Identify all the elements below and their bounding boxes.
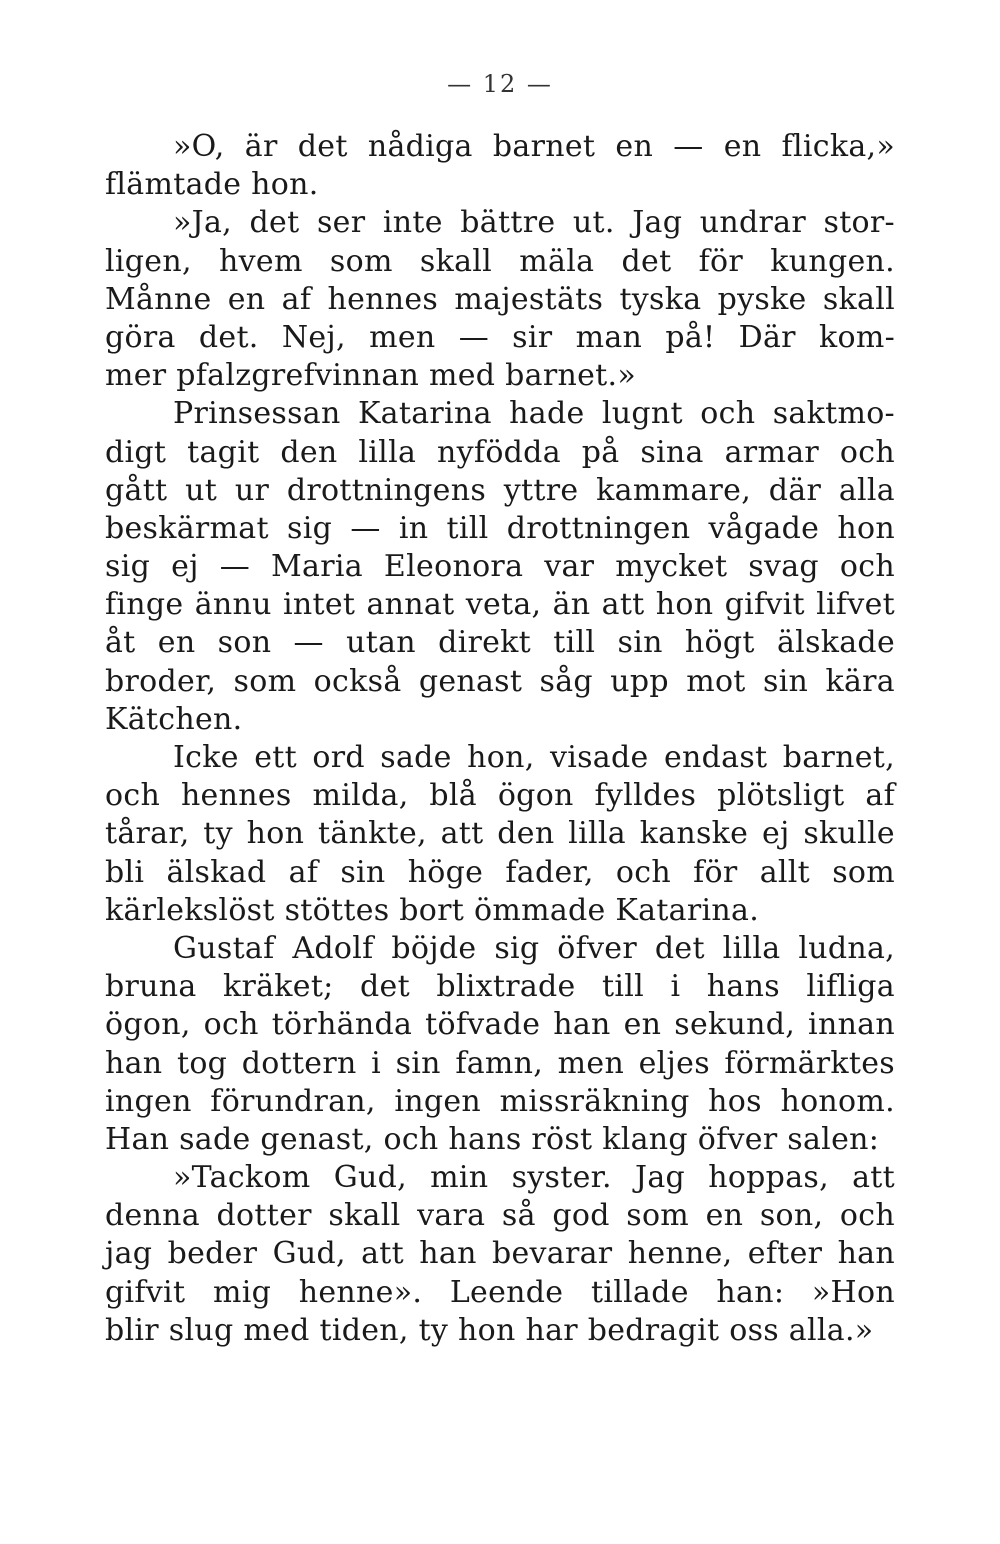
text-line: bli älskad af sin höge fader, och för allt som xyxy=(105,854,895,890)
text-line: ingen förundran, ingen missräkning hos honom. xyxy=(105,1083,895,1119)
text-line: Icke ett ord sade hon, visade endast barnet, xyxy=(173,740,895,775)
text-line: flämtade hon. xyxy=(105,167,319,203)
text-line: denna dotter skall vara så god som en son, och xyxy=(105,1198,895,1234)
text-line: bruna kräket; det blixtrade till i hans lifliga xyxy=(105,969,895,1005)
text-line: ligen, hvem som skall mäla det för kungen. xyxy=(105,243,895,279)
text-line: beskärmat sig — in till drottningen vågade hon xyxy=(105,510,895,546)
text-line: och hennes milda, blå ögon fylldes plötsligt af xyxy=(105,778,895,814)
body-text xyxy=(105,128,895,1350)
text-line: Han sade genast, och hans röst klang öfver salen: xyxy=(105,1121,880,1157)
text-line: tårar, ty hon tänkte, att den lilla kanske ej skulle xyxy=(105,816,895,852)
text-line: gifvit mig henne». Leende tillade han: »Hon xyxy=(105,1274,895,1310)
text-line: digt tagit den lilla nyfödda på sina armar och xyxy=(105,434,895,470)
text-line: broder, som också genast såg upp mot sin kära xyxy=(105,663,895,699)
text-line: ögon, och törhända töfvade han en sekund, innan xyxy=(105,1007,895,1043)
text-line: kärlekslöst stöttes bort ömmade Katarina. xyxy=(105,892,760,928)
text-line: han tog dottern i sin famn, men eljes förmärktes xyxy=(105,1045,895,1081)
text-line: göra det. Nej, men — sir man på! Där kom- xyxy=(105,319,895,355)
text-line: åt en son — utan direkt till sin högt älskade xyxy=(105,625,895,661)
text-line: Gustaf Adolf böjde sig öfver det lilla ludna, xyxy=(173,930,895,966)
text-line: »O, är det nådiga barnet en — en flicka,» xyxy=(173,129,895,164)
text-line: finge ännu intet annat veta, än att hon gifvit lifvet xyxy=(105,587,895,623)
page-number: — 12 — xyxy=(447,70,553,98)
text-line: Prinsessan Katarina hade lugnt och saktmo- xyxy=(173,396,895,432)
text-line: Månne en af hennes majestäts tyska pyske skall xyxy=(105,281,895,317)
text-line: »Ja, det ser inte bättre ut. Jag undrar stor- xyxy=(173,205,895,241)
text-line: gått ut ur drottningens yttre kammare, där alla xyxy=(105,472,895,508)
text-line: sig ej — Maria Eleonora var mycket svag och xyxy=(105,549,895,585)
text-line: jag beder Gud, att han bevarar henne, efter han xyxy=(105,1236,895,1272)
text-line: »Tackom Gud, min syster. Jag hoppas, att xyxy=(173,1160,895,1196)
text-line: blir slug med tiden, ty hon har bedragit oss alla.» xyxy=(105,1312,874,1348)
text-line: mer pfalzgrefvinnan med barnet.» xyxy=(105,358,636,394)
text-line: Kätchen. xyxy=(105,701,243,737)
